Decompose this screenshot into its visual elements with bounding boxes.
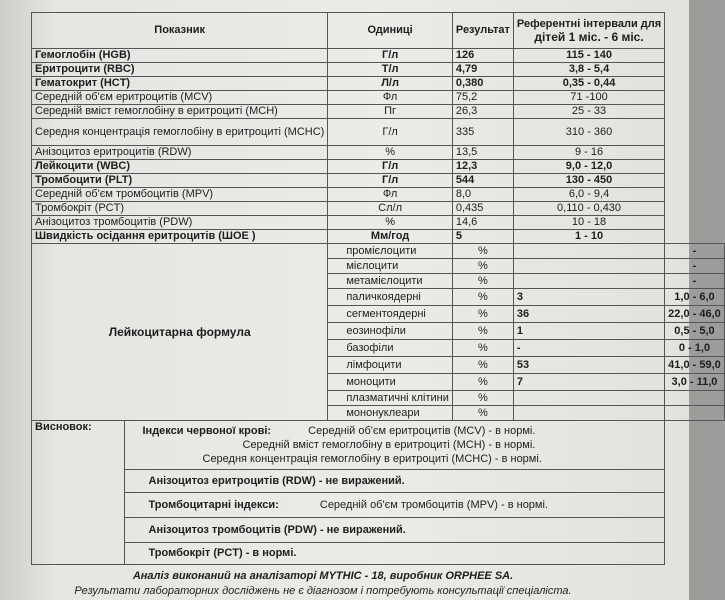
table-row [32,230,725,244]
indicator-unit: Фл [328,188,453,202]
pdw-conclusion: Анізоцитоз тромбоцитів (PDW) - не виражений. [124,518,664,543]
indicator-unit: Фл [328,91,453,105]
indicator-unit: Мм/год [328,230,453,244]
formula-cell-result: - [513,340,664,357]
formula-cell-reference: - [665,244,725,259]
formula-cell-name: мононуклеари [328,406,453,421]
red-indices-mcv: Середній об'єм еритроцитів (MCV) - в нормі. [308,425,536,437]
formula-cell-unit: % [452,274,513,289]
formula-cell-unit: % [452,406,513,421]
conclusion-row [32,421,725,565]
indicator-result: 26,3 [452,105,513,119]
table-header [32,13,725,49]
formula-cell-name: паличкоядерні [328,289,453,306]
indicator-result: 0,435 [452,202,513,216]
formula-cell-result [513,259,664,274]
formula-cell-unit: % [452,306,513,323]
indicator-name: Середній об'єм еритроцитів (MCV) [32,91,328,105]
formula-cell-result [513,274,664,289]
table-row [32,49,725,63]
formula-cell-name: еозинофіли [328,323,453,340]
indicator-reference: 0,35 - 0,44 [513,77,664,91]
indicator-reference: 115 - 140 [513,49,664,63]
formula-cell-name: лімфоцити [328,357,453,374]
formula-cell-result [513,406,664,421]
rdw-conclusion: Анізоцитоз еритроцитів (RDW) - не виражений. [124,470,664,493]
red-indices-mchc: Середня концентрація гемоглобіну в еритроциті (MCHC) - в нормі. [202,453,542,465]
formula-cell-reference: 0 - 1,0 [665,340,725,357]
indicator-result: 4,79 [452,63,513,77]
formula-cell-unit: % [452,374,513,391]
indicator-reference: 0,110 - 0,430 [513,202,664,216]
header-reference [513,13,664,49]
indicator-name: Швидкість осідання еритроцитів (ШОЕ ) [32,230,328,244]
indicator-reference: 3,8 - 5,4 [513,63,664,77]
formula-cell-unit: % [452,323,513,340]
indicator-reference: 25 - 33 [513,105,664,119]
formula-cell-name: метамієлоцити [328,274,453,289]
indicator-result: 335 [452,119,513,146]
formula-cell-result [513,244,664,259]
header-unit: Одиниці [328,13,453,49]
indicator-unit: Г/л [328,49,453,63]
table-row [32,188,725,202]
formula-cell-unit: % [452,289,513,306]
indicator-name: Гематокрит (HCT) [32,77,328,91]
indicator-result: 14,6 [452,216,513,230]
formula-cell-name: базофіли [328,340,453,357]
table-row [32,105,725,119]
formula-cell-name: сегментоядерні [328,306,453,323]
indicator-reference: 9,0 - 12,0 [513,160,664,174]
pct-conclusion: Тромбокріт (PCT) - в нормі. [148,547,297,559]
formula-cell-reference [665,391,725,406]
indicator-reference: 1 - 10 [513,230,664,244]
formula-cell-reference: 3,0 - 11,0 [665,374,725,391]
table-row [32,160,725,174]
formula-cell-result: 3 [513,289,664,306]
formula-cell-name: моноцити [328,374,453,391]
header-reference-line2: дітей 1 міс. - 6 міс. [534,29,644,44]
indicator-unit: Т/л [328,63,453,77]
indicator-unit: Сл/л [328,202,453,216]
table-row [32,174,725,188]
leukocyte-formula-label: Лейкоцитарна формула [32,244,328,421]
table-row [32,77,725,91]
formula-cell-reference [665,406,725,421]
formula-cell-name: плазматичні клітини [328,391,453,406]
indicator-name: Анізоцитоз еритроцитів (RDW) [32,146,328,160]
red-indices-mch: Середній вміст гемоглобіну в еритроциті (MCH) - в нормі. [242,439,536,451]
indicator-result: 5 [452,230,513,244]
formula-rows [32,244,725,421]
platelet-indices-title: Тромбоцитарні індекси: [148,498,279,511]
formula-cell-unit: % [452,340,513,357]
formula-cell-unit: % [452,244,513,259]
formula-cell-unit: % [452,357,513,374]
indicator-name: Еритроцити (RBC) [32,63,328,77]
formula-cell-result: 7 [513,374,664,391]
indicator-reference: 6,0 - 9,4 [513,188,664,202]
formula-cell-name: мієлоцити [328,259,453,274]
indicator-unit: Г/л [328,160,453,174]
formula-cell-unit: % [452,391,513,406]
indicator-unit: Л/л [328,77,453,91]
main-rows [32,49,725,244]
indicator-unit: % [328,216,453,230]
formula-row [32,244,725,259]
indicator-reference: 10 - 18 [513,216,664,230]
indicator-name: Середній вміст гемоглобіну в еритроциті (MCH) [32,105,328,119]
indicator-name: Тромбокріт (PCT) [32,202,328,216]
formula-cell-reference: - [665,259,725,274]
formula-cell-reference: 0,5 - 5,0 [665,323,725,340]
header-reference-line1: Референтні інтервали для [516,17,662,30]
indicator-name: Анізоцитоз тромбоцитів (PDW) [32,216,328,230]
indicator-result: 544 [452,174,513,188]
indicator-reference: 9 - 16 [513,146,664,160]
conclusion-block [32,421,664,564]
indicator-reference: 310 - 360 [513,119,664,146]
formula-cell-result [513,391,664,406]
indicator-result: 8,0 [452,188,513,202]
indicator-reference: 71 -100 [513,91,664,105]
header-indicator: Показник [32,13,328,49]
indicator-result: 12,3 [452,160,513,174]
table-row [32,202,725,216]
indicator-name: Середній об'єм тромбоцитів (MPV) [32,188,328,202]
formula-cell-result: 1 [513,323,664,340]
indicator-result: 75,2 [452,91,513,105]
formula-cell-reference: 41,0 - 59,0 [665,357,725,374]
indicator-name: Лейкоцити (WBC) [32,160,328,174]
indicator-result: 13,5 [452,146,513,160]
table-row [32,91,725,105]
indicator-unit: % [328,146,453,160]
indicator-name: Гемоглобін (HGB) [32,49,328,63]
red-indices-title: Індекси червоної крові: [142,425,272,437]
indicator-result: 126 [452,49,513,63]
table-row [32,63,725,77]
indicator-reference: 130 - 450 [513,174,664,188]
indicator-unit: Г/л [328,119,453,146]
indicator-name: Середня концентрація гемоглобіну в еритроциті (MCHC) [32,119,328,146]
formula-cell-unit: % [452,259,513,274]
formula-cell-result: 53 [513,357,664,374]
formula-cell-reference: - [665,274,725,289]
platelet-indices-mpv: Середній об'єм тромбоцитів (MPV) - в нормі. [319,498,548,511]
header-result: Результат [452,13,513,49]
table-row [32,216,725,230]
analyzer-note: Аналіз виконаний на аналізаторі MYTHIC - 18, виробник ORPHEE SA. [132,570,514,582]
formula-cell-reference: 22,0 - 46,0 [665,306,725,323]
formula-cell-reference: 1,0 - 6,0 [665,289,725,306]
disclaimer-note: Результати лабораторних досліджень не є діагнозом і потребують консультації спеціаліста. [74,585,572,597]
table-row [32,119,725,146]
formula-cell-name: промієлоцити [328,244,453,259]
indicator-name: Тромбоцити (PLT) [32,174,328,188]
formula-cell-result: 36 [513,306,664,323]
results-table [31,12,725,565]
table-row [32,146,725,160]
indicator-result: 0,380 [452,77,513,91]
indicator-unit: Г/л [328,174,453,188]
conclusion-label: Висновок: [32,421,124,564]
indicator-unit: Пг [328,105,453,119]
